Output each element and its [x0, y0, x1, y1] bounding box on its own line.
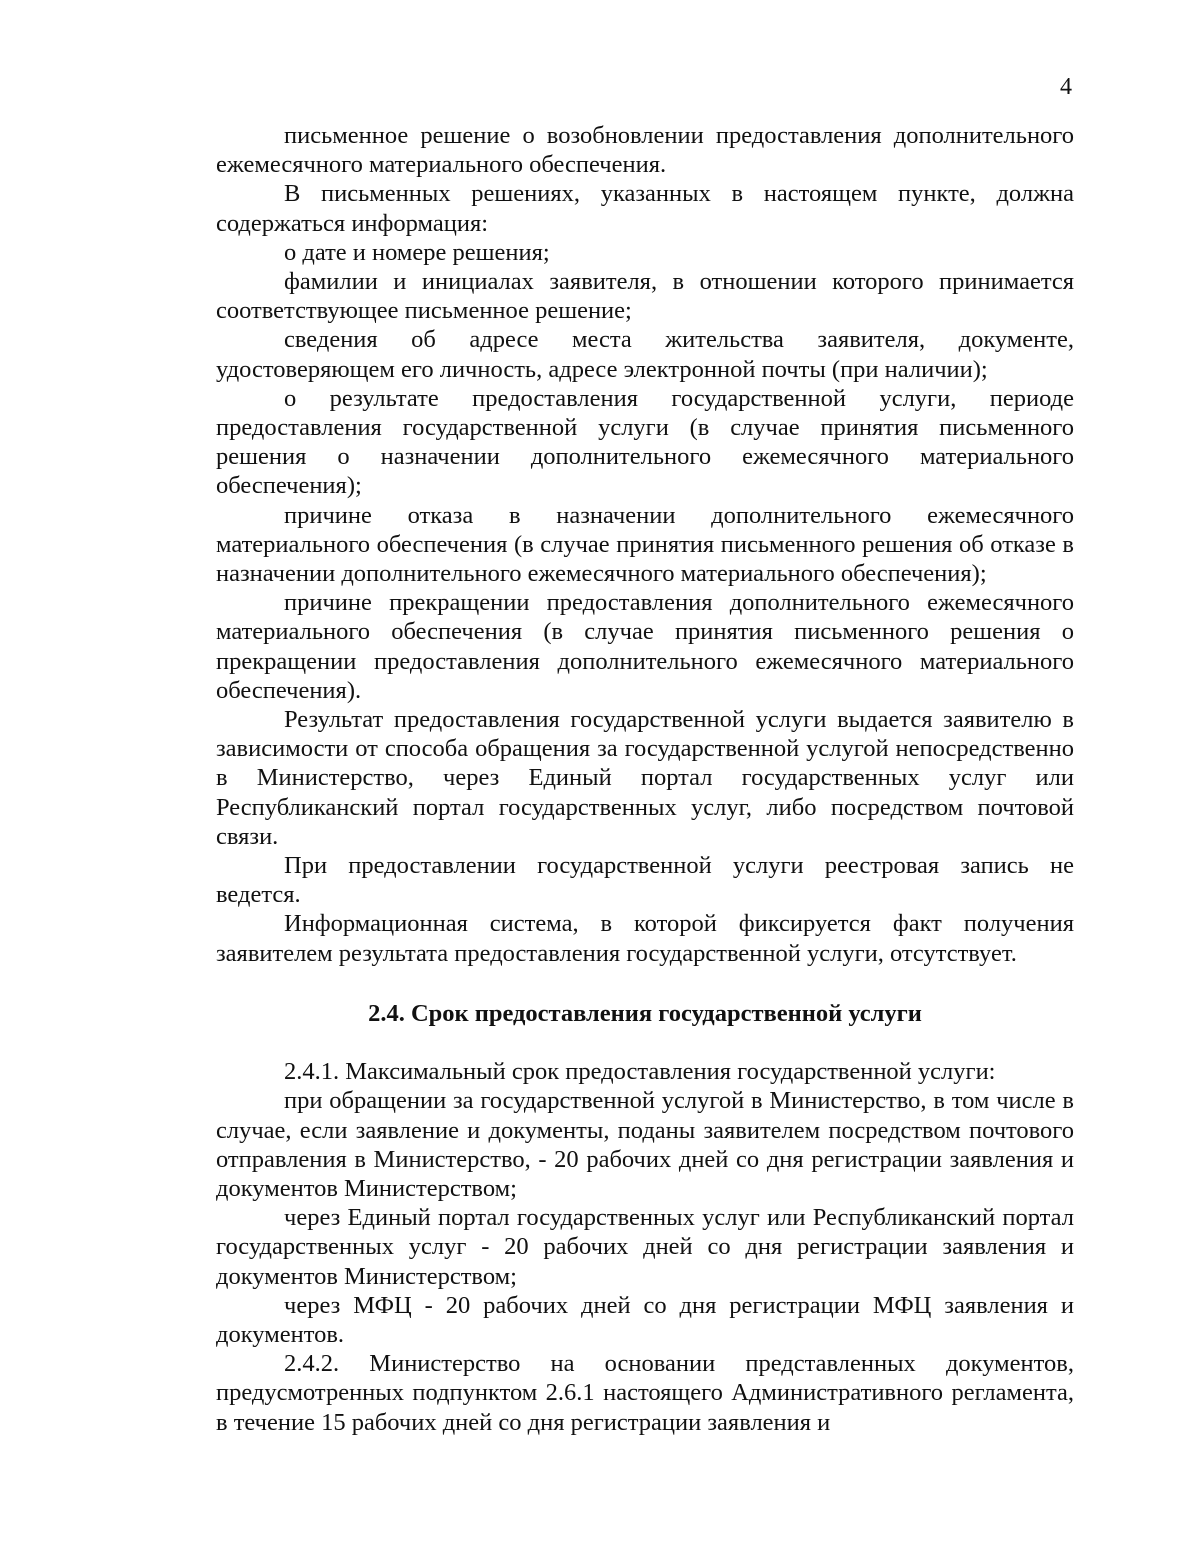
paragraph: письменное решение о возобновлении предоставления дополнительного ежемесячного материального обеспечения. — [216, 122, 1074, 179]
paragraph: о результате предоставления государственной услуги, периоде предоставления государственной услуги (в случае принятия письменного решения о назначении дополнительного ежемесячного материального обеспечения); — [216, 384, 1074, 500]
paragraph: 2.4.2. Министерство на основании представленных документов, предусмотренных подпунктом 2.6.1 настоящего Административного регламента, в течение 15 рабочих дней со дня регистрации заявления и — [216, 1350, 1074, 1436]
paragraph: через Единый портал государственных услуг или Республиканский портал государственных услуг - 20 рабочих дней со дня регистрации заявления и документов Министерством; — [216, 1204, 1074, 1290]
paragraph: причине прекращении предоставления дополнительного ежемесячного материального обеспечения (в случае принятия письменного решения о прекращении предоставления дополнительного ежемесячного материального обеспечения). — [216, 589, 1074, 704]
paragraph: причине отказа в назначении дополнительного ежемесячного материального обеспечения (в случае принятия письменного решения об отказе в назначении дополнительного ежемесячного материального обеспечения); — [216, 501, 1074, 588]
section-heading: 2.4. Срок предоставления государственной услуги — [368, 999, 922, 1027]
paragraph: о дате и номере решения; — [284, 238, 550, 266]
paragraph: через МФЦ - 20 рабочих дней со дня регистрации МФЦ заявления и документов. — [216, 1291, 1074, 1348]
paragraph: В письменных решениях, указанных в настоящем пункте, должна содержаться информация: — [216, 180, 1074, 237]
paragraph: 2.4.1. Максимальный срок предоставления государственной услуги: — [284, 1058, 996, 1086]
paragraph: При предоставлении государственной услуги реестровая запись не ведется. — [216, 852, 1074, 909]
paragraph: фамилии и инициалах заявителя, в отношении которого принимается соответствующее письменное решение; — [216, 268, 1074, 325]
paragraph: Результат предоставления государственной услуги выдается заявителю в зависимости от способа обращения за государственной услугой непосредственно в Министерство, через Единый портал государственных услуг или Республиканский портал государственных услуг, либо посредством почтовой связи. — [216, 706, 1074, 850]
document-body — [216, 121, 1074, 1437]
paragraph: сведения об адресе места жительства заявителя, документе, удостоверяющем его личность, адресе электронной почты (при наличии); — [216, 326, 1074, 383]
paragraph: при обращении за государственной услугой в Министерство, в том числе в случае, если заявление и документы, поданы заявителем посредством почтового отправления в Министерство, - 20 рабочих дней со дня регистрации заявления и документов Министерством; — [216, 1087, 1074, 1202]
page-number: 4 — [1060, 74, 1072, 100]
paragraph: Информационная система, в которой фиксируется факт получения заявителем результата предоставления государственной услуги, отсутствует. — [216, 910, 1074, 967]
